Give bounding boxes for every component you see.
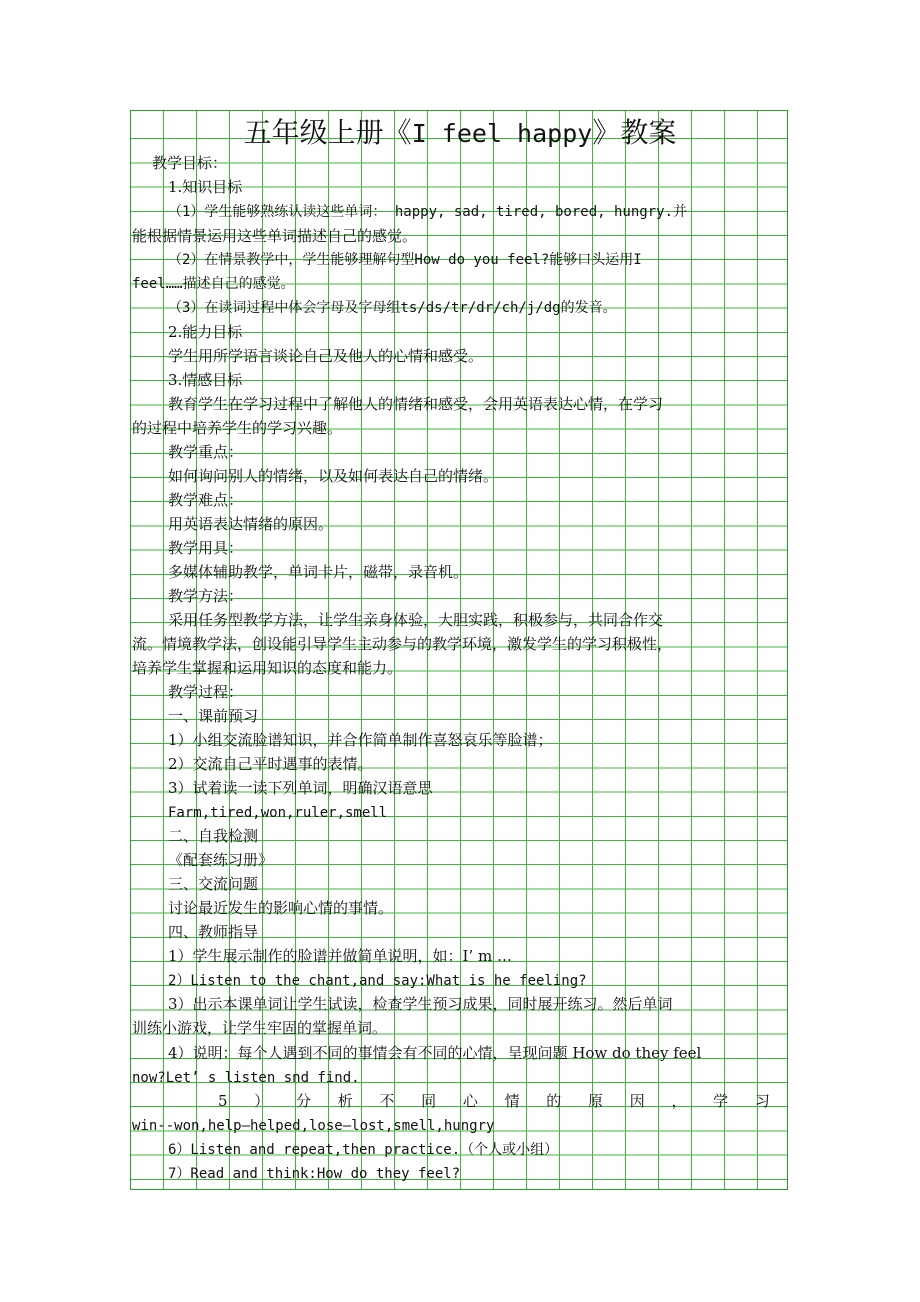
- title-english: I feel happy: [411, 119, 593, 148]
- step-heading: 四、教师指导: [168, 923, 259, 941]
- list-item: 4）说明：每个人遇到不同的事情会有不同的心情，呈现问题 How do they feel: [168, 1044, 702, 1062]
- paragraph-line: 如何询问别人的情绪，以及如何表达自己的情绪。: [168, 467, 499, 485]
- subsection-heading: 2.能力目标: [168, 323, 243, 341]
- list-item: 1）学生展示制作的脸谱并做简单说明，如：I’ m …: [168, 947, 512, 965]
- paragraph-line: win--won,help—helped,lose—lost,smell,hungry: [132, 1118, 495, 1134]
- word-list: Farm,tired,won,ruler,smell: [168, 805, 388, 821]
- subsection-heading: 1.知识目标: [168, 178, 243, 196]
- paragraph-line: 训练小游戏，让学生牢固的掌握单词。: [132, 1019, 388, 1037]
- section-heading: 教学难点：: [168, 491, 244, 509]
- page-title: [130, 115, 790, 152]
- paragraph-line: （2）在情景教学中，学生能够理解句型How do you feel?能够口头运用I: [168, 252, 642, 268]
- list-item: 2）交流自己平时遇事的表情。: [168, 755, 373, 773]
- list-item: 1）小组交流脸谱知识，并合作简单制作喜怒哀乐等脸谱；: [168, 731, 553, 749]
- section-heading: 教学过程：: [168, 683, 244, 701]
- subsection-heading: 3.情感目标: [168, 371, 243, 389]
- paragraph-line: 流。情境教学法，创设能引导学生主动参与的教学环境，激发学生的学习积极性，: [132, 635, 673, 653]
- list-item: 7）Read and think:How do they feel?: [168, 1166, 461, 1182]
- paragraph-line: 学生用所学语言谈论自己及他人的心情和感受。: [168, 347, 484, 365]
- paragraph-line: 的过程中培养学生的学习兴趣。: [132, 419, 343, 437]
- title-prefix: 五年级上册《: [243, 116, 412, 149]
- paragraph-line: （3）在读词过程中体会字母及字母组ts/ds/tr/dr/ch/j/dg的发音。: [168, 300, 617, 316]
- list-item: 3）试着读一读下列单词，明确汉语意思: [168, 779, 433, 797]
- paragraph-line: 讨论最近发生的影响心情的事情。: [168, 899, 394, 917]
- paragraph-line: 教育学生在学习过程中了解他人的情绪和感受，会用英语表达心情，在学习: [168, 395, 664, 413]
- paragraph-line: now?Let’ s listen snd find.: [132, 1070, 360, 1086]
- section-heading: 教学方法：: [168, 587, 244, 605]
- paragraph-line: （1）学生能够熟练认读这些单词： happy, sad, tired, bored, hungry.并: [168, 204, 688, 220]
- list-item: 2）Listen to the chant,and say:What is he feeling?: [168, 973, 587, 989]
- title-suffix: 》教案: [592, 116, 677, 149]
- paragraph-line: 多媒体辅助教学，单词卡片，磁带，录音机。: [168, 563, 469, 581]
- paragraph-line: 能根据情景运用这些单词描述自己的感觉。: [132, 227, 418, 245]
- step-heading: 一、课前预习: [168, 707, 259, 725]
- section-heading: 教学目标：: [152, 154, 228, 172]
- paragraph-line: 《配套练习册》: [168, 851, 274, 869]
- section-heading: 教学用具：: [168, 539, 244, 557]
- paragraph-line: 采用任务型教学方法，让学生亲身体验，大胆实践，积极参与，共同合作交: [168, 611, 664, 629]
- section-heading: 教学重点：: [168, 443, 244, 461]
- list-item: 6）Listen and repeat,then practice.（个人或小组）: [168, 1142, 559, 1158]
- step-heading: 二、自我检测: [168, 827, 259, 845]
- step-heading: 三、交流问题: [168, 875, 259, 893]
- list-item-spread: 5 ） 分 析 不 同 心 情 的 原 因 ， 学 习: [218, 1092, 770, 1110]
- list-item: 3）出示本课单词让学生试读，检查学生预习成果，同时展开练习。然后单词: [168, 995, 673, 1013]
- paragraph-line: 用英语表达情绪的原因。: [168, 515, 334, 533]
- paragraph-line: feel……描述自己的感觉。: [132, 276, 295, 292]
- paragraph-line: 培养学生掌握和运用知识的态度和能力。: [132, 659, 403, 677]
